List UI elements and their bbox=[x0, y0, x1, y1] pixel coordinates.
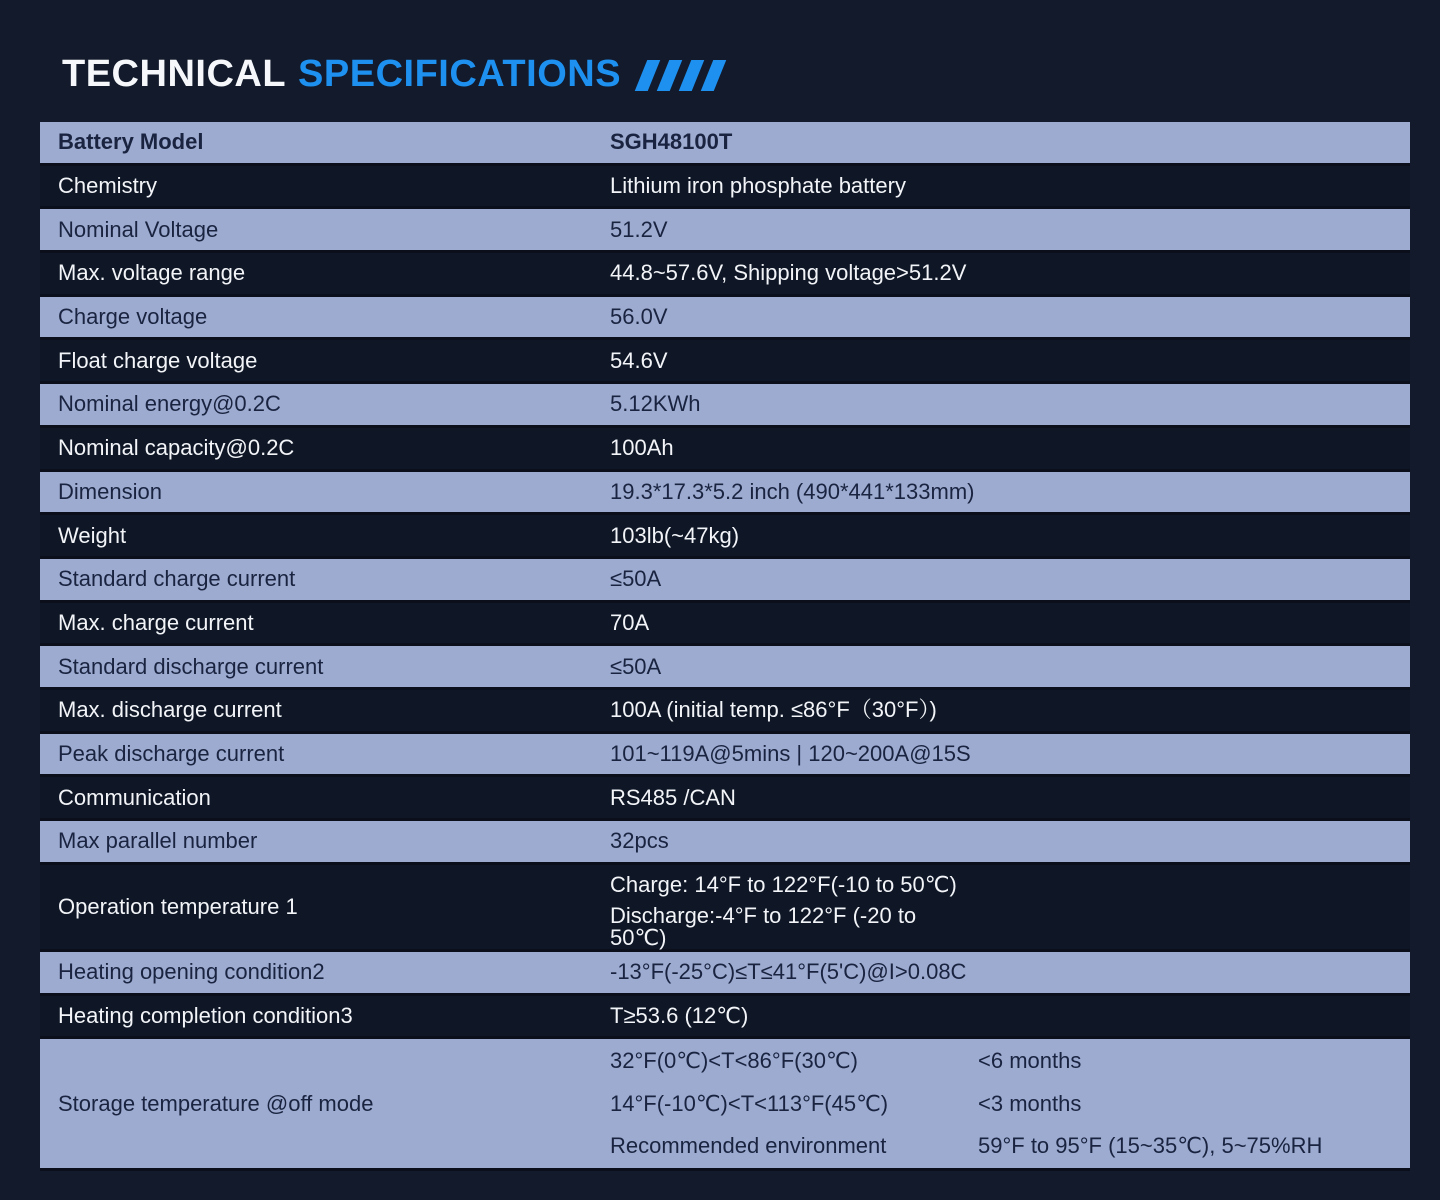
spec-label: Nominal energy@0.2C bbox=[58, 391, 281, 417]
spec-value: 70A bbox=[610, 609, 650, 635]
spec-value: -13°F(-25°C)≤T≤41°F(5'C)@I>0.08C bbox=[610, 959, 967, 985]
page-title-word-technical: TECHNICAL bbox=[62, 53, 287, 95]
spec-value-line bbox=[610, 865, 1410, 905]
table-row bbox=[40, 603, 1410, 647]
spec-label: Dimension bbox=[58, 478, 162, 504]
spec-value: 5.12KWh bbox=[610, 391, 701, 417]
spec-value-lines bbox=[610, 865, 1410, 949]
slash-icon bbox=[679, 60, 705, 91]
spec-value-note: <3 months bbox=[978, 1090, 1082, 1116]
table-row bbox=[40, 472, 1410, 516]
spec-value-text: 32°F(0℃)<T<86°F(30℃) bbox=[610, 1047, 858, 1073]
spec-value-text: 14°F(-10℃)<T<113°F(45℃) bbox=[610, 1090, 889, 1116]
title-slashes-icon bbox=[641, 60, 720, 91]
slash-icon bbox=[701, 60, 727, 91]
spec-value: 54.6V bbox=[610, 347, 668, 373]
table-row bbox=[40, 690, 1410, 734]
table-row bbox=[40, 297, 1410, 341]
table-row bbox=[40, 384, 1410, 428]
spec-value-text: Charge: 14°F to 122°F(-10 to 50℃) bbox=[610, 871, 957, 897]
spec-value: 19.3*17.3*5.2 inch (490*441*133mm) bbox=[610, 478, 975, 504]
spec-value-line bbox=[610, 1125, 1410, 1168]
spec-label: Heating opening condition2 bbox=[58, 959, 325, 985]
spec-label: Standard charge current bbox=[58, 566, 296, 592]
spec-value: RS485 /CAN bbox=[610, 784, 736, 810]
table-row bbox=[40, 340, 1410, 384]
spec-label: Battery Model bbox=[58, 129, 204, 155]
spec-label: Communication bbox=[58, 784, 211, 810]
spec-table bbox=[40, 122, 1410, 1171]
spec-label: Peak discharge current bbox=[58, 740, 285, 766]
spec-label: Weight bbox=[58, 522, 127, 548]
table-row bbox=[40, 777, 1410, 821]
spec-value: 100A (initial temp. ≤86°F（30°F）) bbox=[610, 697, 937, 723]
spec-label: Standard discharge current bbox=[58, 653, 324, 679]
spec-value: 100Ah bbox=[610, 435, 674, 461]
spec-label: Storage temperature @off mode bbox=[58, 1090, 374, 1116]
spec-label: Nominal capacity@0.2C bbox=[58, 435, 295, 461]
slash-icon bbox=[635, 60, 661, 91]
table-row bbox=[40, 734, 1410, 778]
spec-value: T≥53.6 (12℃) bbox=[610, 1003, 749, 1029]
spec-label: Max. voltage range bbox=[58, 260, 246, 286]
spec-value-lines bbox=[610, 1039, 1410, 1167]
spec-value-line bbox=[610, 905, 1410, 949]
spec-value: 103lb(~47kg) bbox=[610, 522, 740, 548]
spec-label: Chemistry bbox=[58, 173, 158, 199]
spec-value: ≤50A bbox=[610, 653, 662, 679]
table-row bbox=[40, 253, 1410, 297]
table-row bbox=[40, 209, 1410, 253]
spec-label: Operation temperature 1 bbox=[58, 893, 298, 919]
page-title bbox=[62, 52, 1440, 96]
spec-value: 101~119A@5mins | 120~200A@15S bbox=[610, 740, 971, 766]
table-row bbox=[40, 122, 1410, 166]
spec-value: Lithium iron phosphate battery bbox=[610, 173, 906, 199]
spec-label: Charge voltage bbox=[58, 304, 208, 330]
page-title-word-specifications: SPECIFICATIONS bbox=[298, 53, 622, 95]
table-row bbox=[40, 428, 1410, 472]
spec-value: 51.2V bbox=[610, 216, 668, 242]
spec-value-note: 59°F to 95°F (15~35℃), 5~75%RH bbox=[978, 1133, 1323, 1159]
spec-label: Max parallel number bbox=[58, 828, 258, 854]
spec-value: SGH48100T bbox=[610, 129, 733, 155]
table-row bbox=[40, 559, 1410, 603]
spec-label: Heating completion condition3 bbox=[58, 1003, 353, 1029]
table-row bbox=[40, 952, 1410, 996]
spec-label: Max. discharge current bbox=[58, 697, 282, 723]
slash-icon bbox=[657, 60, 683, 91]
table-row bbox=[40, 515, 1410, 559]
spec-value-text: Recommended environment bbox=[610, 1133, 887, 1159]
spec-value: 56.0V bbox=[610, 304, 668, 330]
table-row bbox=[40, 1039, 1410, 1170]
table-row bbox=[40, 865, 1410, 952]
spec-value: ≤50A bbox=[610, 566, 662, 592]
spec-label: Nominal Voltage bbox=[58, 216, 219, 242]
table-row bbox=[40, 996, 1410, 1040]
spec-value: 44.8~57.6V, Shipping voltage>51.2V bbox=[610, 260, 967, 286]
table-row bbox=[40, 646, 1410, 690]
spec-value-note: <6 months bbox=[978, 1047, 1082, 1073]
spec-value-text: Discharge:-4°F to 122°F (-20 to 50℃) bbox=[610, 903, 917, 951]
spec-label: Float charge voltage bbox=[58, 347, 258, 373]
spec-value: 32pcs bbox=[610, 828, 669, 854]
spec-value-line bbox=[610, 1039, 1410, 1082]
table-row bbox=[40, 821, 1410, 865]
spec-label: Max. charge current bbox=[58, 609, 254, 635]
table-row bbox=[40, 166, 1410, 210]
spec-value-line bbox=[610, 1082, 1410, 1125]
